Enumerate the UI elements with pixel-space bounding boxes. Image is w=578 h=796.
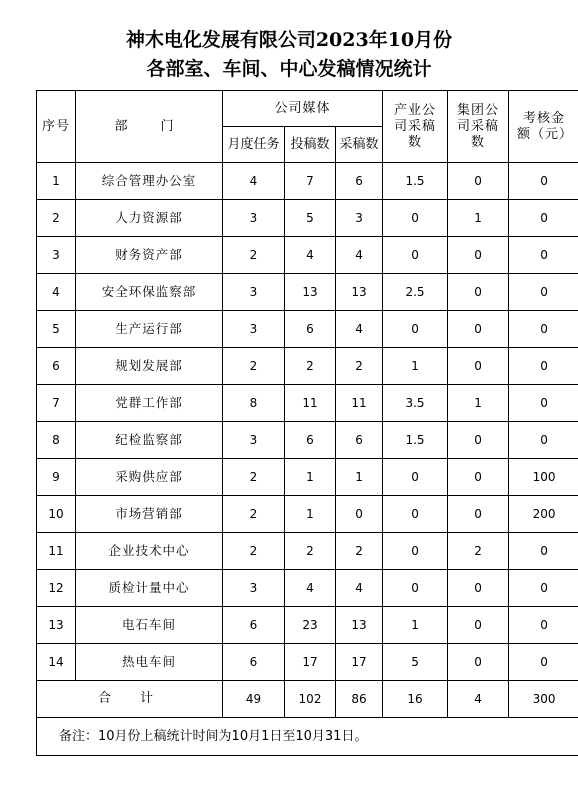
cell-amount: 0 [509,644,578,681]
cell-task: 2 [223,348,285,385]
table-row [37,348,578,385]
cell-seq: 13 [37,607,76,644]
table-row [37,274,578,311]
cell-group: 0 [448,311,509,348]
cell-seq: 11 [37,533,76,570]
cell-seq: 8 [37,422,76,459]
cell-industry: 2.5 [383,274,448,311]
cell-seq: 10 [37,496,76,533]
cell-submitted: 6 [285,311,336,348]
table-row [37,311,578,348]
cell-group: 0 [448,644,509,681]
cell-group: 1 [448,385,509,422]
cell-adopted: 13 [336,607,383,644]
header-group-adopted: 集团公司采稿数 [448,91,509,163]
cell-dept: 财务资产部 [76,237,223,274]
header-industry-adopted: 产业公司采稿数 [383,91,448,163]
cell-amount: 0 [509,570,578,607]
cell-amount: 0 [509,274,578,311]
header-monthly-task: 月度任务 [223,127,285,163]
cell-submitted: 23 [285,607,336,644]
table-row [37,237,578,274]
cell-task: 4 [223,163,285,200]
total-task: 49 [223,681,285,718]
cell-seq: 5 [37,311,76,348]
cell-group: 0 [448,237,509,274]
cell-dept: 综合管理办公室 [76,163,223,200]
cell-group: 0 [448,422,509,459]
cell-dept: 市场营销部 [76,496,223,533]
cell-industry: 0 [383,533,448,570]
cell-industry: 0 [383,237,448,274]
total-submitted: 102 [285,681,336,718]
cell-adopted: 2 [336,348,383,385]
cell-amount: 0 [509,200,578,237]
cell-submitted: 2 [285,348,336,385]
cell-task: 3 [223,200,285,237]
cell-submitted: 2 [285,533,336,570]
table-row [37,163,578,200]
cell-adopted: 13 [336,274,383,311]
cell-seq: 1 [37,163,76,200]
cell-amount: 0 [509,533,578,570]
cell-submitted: 13 [285,274,336,311]
cell-seq: 9 [37,459,76,496]
cell-adopted: 4 [336,237,383,274]
cell-submitted: 11 [285,385,336,422]
cell-industry: 1 [383,607,448,644]
cell-industry: 1.5 [383,163,448,200]
cell-dept: 热电车间 [76,644,223,681]
title-line-2: 各部室、车间、中心发稿情况统计 [146,58,432,80]
cell-industry: 0 [383,459,448,496]
cell-industry: 5 [383,644,448,681]
cell-task: 3 [223,311,285,348]
table-row [37,422,578,459]
cell-task: 3 [223,570,285,607]
cell-adopted: 17 [336,644,383,681]
cell-seq: 14 [37,644,76,681]
cell-seq: 2 [37,200,76,237]
cell-industry: 0 [383,496,448,533]
cell-group: 0 [448,496,509,533]
cell-adopted: 0 [336,496,383,533]
header-seq: 序号 [37,91,76,163]
cell-dept: 生产运行部 [76,311,223,348]
cell-dept: 采购供应部 [76,459,223,496]
cell-amount: 0 [509,311,578,348]
cell-dept: 企业技术中心 [76,533,223,570]
cell-industry: 0 [383,311,448,348]
cell-group: 0 [448,459,509,496]
cell-task: 3 [223,274,285,311]
total-group: 4 [448,681,509,718]
cell-task: 2 [223,496,285,533]
cell-submitted: 1 [285,496,336,533]
cell-industry: 3.5 [383,385,448,422]
cell-group: 1 [448,200,509,237]
title-line-1: 神木电化发展有限公司2023年10月份 [125,29,453,51]
cell-task: 3 [223,422,285,459]
header-assessment: 考核金额（元） [509,91,578,163]
cell-dept: 质检计量中心 [76,570,223,607]
cell-amount: 0 [509,422,578,459]
cell-submitted: 5 [285,200,336,237]
cell-task: 6 [223,644,285,681]
cell-group: 0 [448,274,509,311]
total-adopted: 86 [336,681,383,718]
cell-amount: 0 [509,163,578,200]
cell-task: 2 [223,237,285,274]
total-industry: 16 [383,681,448,718]
note-row [37,718,578,756]
cell-amount: 0 [509,385,578,422]
cell-group: 0 [448,163,509,200]
cell-seq: 6 [37,348,76,385]
cell-adopted: 3 [336,200,383,237]
cell-industry: 1.5 [383,422,448,459]
table-row [37,607,578,644]
cell-adopted: 11 [336,385,383,422]
note-text: 备注：10月份上稿统计时间为10月1日至10月31日。 [37,718,578,756]
header-company-media: 公司媒体 [223,91,383,127]
cell-adopted: 4 [336,311,383,348]
cell-dept: 纪检监察部 [76,422,223,459]
table-row [37,570,578,607]
cell-amount: 0 [509,237,578,274]
cell-dept: 党群工作部 [76,385,223,422]
cell-submitted: 17 [285,644,336,681]
cell-adopted: 4 [336,570,383,607]
cell-amount: 0 [509,348,578,385]
cell-industry: 0 [383,200,448,237]
header-dept: 部 门 [76,91,223,163]
cell-industry: 0 [383,570,448,607]
cell-seq: 4 [37,274,76,311]
cell-group: 0 [448,348,509,385]
cell-adopted: 6 [336,422,383,459]
table-row [37,200,578,237]
cell-amount: 0 [509,607,578,644]
cell-adopted: 6 [336,163,383,200]
cell-dept: 规划发展部 [76,348,223,385]
cell-amount: 100 [509,459,578,496]
cell-submitted: 4 [285,570,336,607]
total-row [37,681,578,718]
total-amount: 300 [509,681,578,718]
cell-seq: 7 [37,385,76,422]
cell-amount: 200 [509,496,578,533]
table-row [37,533,578,570]
cell-submitted: 6 [285,422,336,459]
table-row [37,459,578,496]
cell-submitted: 7 [285,163,336,200]
table-row [37,644,578,681]
header-submitted: 投稿数 [285,127,336,163]
table-row [37,496,578,533]
total-label: 合 计 [37,681,223,718]
cell-task: 2 [223,459,285,496]
cell-group: 2 [448,533,509,570]
cell-task: 8 [223,385,285,422]
cell-industry: 1 [383,348,448,385]
cell-group: 0 [448,607,509,644]
cell-adopted: 2 [336,533,383,570]
cell-task: 6 [223,607,285,644]
cell-dept: 人力资源部 [76,200,223,237]
cell-seq: 12 [37,570,76,607]
cell-adopted: 1 [336,459,383,496]
cell-submitted: 4 [285,237,336,274]
cell-seq: 3 [37,237,76,274]
cell-dept: 电石车间 [76,607,223,644]
statistics-table [36,90,578,756]
cell-submitted: 1 [285,459,336,496]
cell-group: 0 [448,570,509,607]
cell-dept: 安全环保监察部 [76,274,223,311]
header-adopted: 采稿数 [336,127,383,163]
table-row [37,385,578,422]
cell-task: 2 [223,533,285,570]
